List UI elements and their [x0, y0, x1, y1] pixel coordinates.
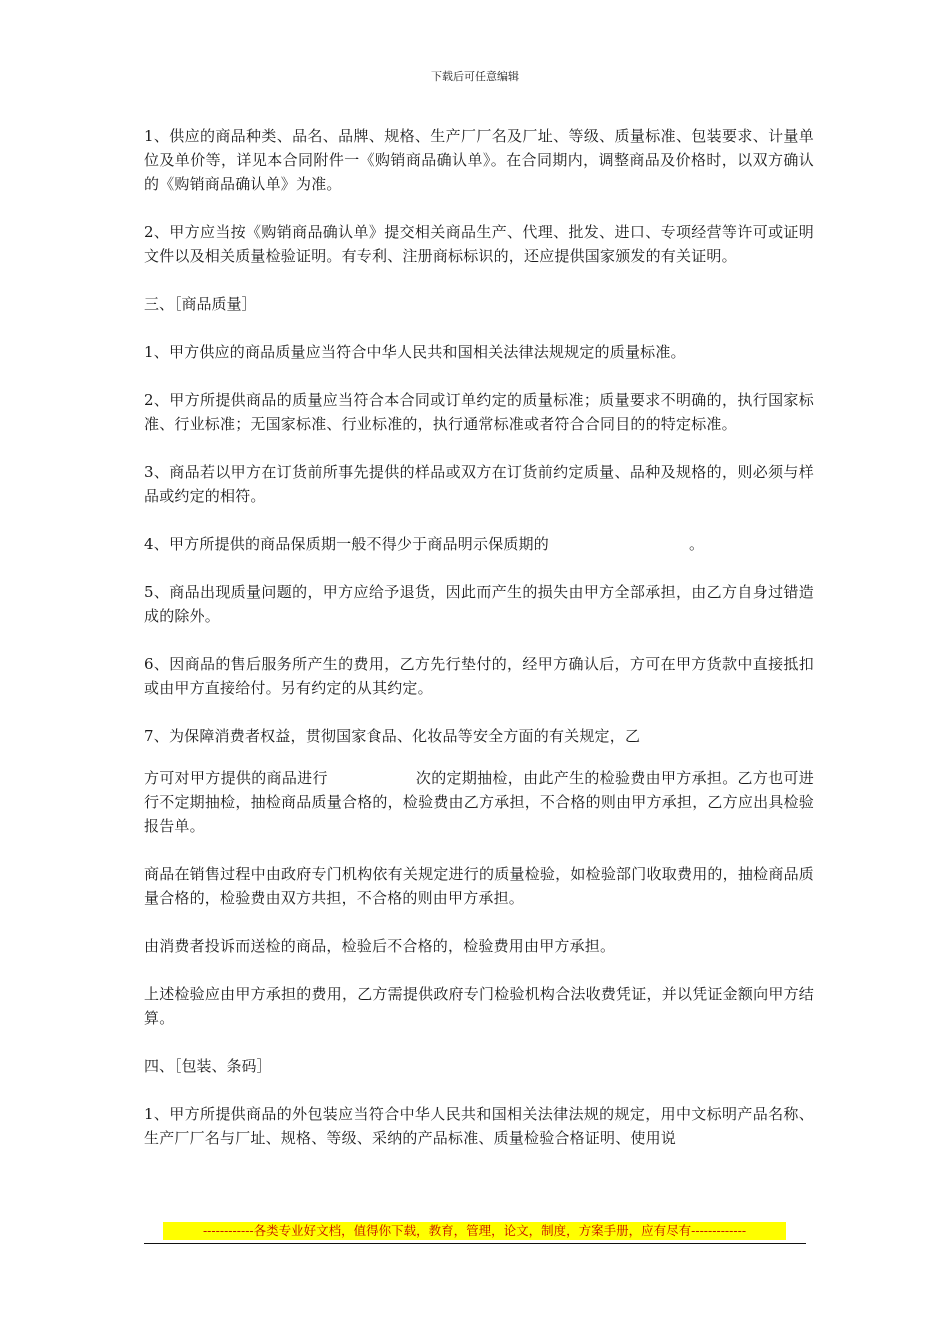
document-body [144, 124, 814, 1174]
inspection-government: 商品在销售过程中由政府专门机构依有关规定进行的质量检验，如检验部门收取费用的，抽检商品质量合格的，检验费由双方共担，不合格的则由甲方承担。 [144, 865, 814, 907]
quality-item-3: 3、商品若以甲方在订货前所事先提供的样品或双方在订货前约定质量、品种及规格的，则必须与样品或约定的相符。 [144, 463, 814, 505]
quality-item-7-line-1: 7、为保障消费者权益，贯彻国家食品、化妆品等安全方面的有关规定，乙 [144, 727, 641, 745]
fill-in-blank [328, 782, 416, 783]
quality-item-7-text: 方可对甲方提供的商品进行 [144, 769, 328, 787]
quality-item-6: 6、因商品的售后服务所产生的费用，乙方先行垫付的，经甲方确认后，方可在甲方货款中直接抵扣或由甲方直接给付。另有约定的从其约定。 [144, 655, 814, 697]
quality-item-1: 1、甲方供应的商品质量应当符合中华人民共和国相关法律法规规定的质量标准。 [144, 343, 686, 361]
quality-item-4-end: 。 [688, 535, 705, 553]
quality-item-4 [144, 532, 814, 556]
packaging-item-1: 1、甲方所提供商品的外包装应当符合中华人民共和国相关法律法规的规定，用中文标明产品名称、生产厂厂名与厂址、规格、等级、采纳的产品标准、质量检验合格证明、使用说 [144, 1105, 814, 1147]
inspection-settlement: 上述检验应由甲方承担的费用，乙方需提供政府专门检验机构合法收费凭证，并以凭证金额向甲方结算。 [144, 985, 814, 1027]
quality-item-7-rest: 次的定期抽检，由此产生的检验费由甲方承担。乙方也可进行不定期抽检，抽检商品质量合格的，检验费由乙方承担，不合格的则由甲方承担，乙方应出具检验报告单。 [144, 769, 815, 835]
footer-divider [144, 1243, 806, 1244]
quality-item-5: 5、商品出现质量问题的，甲方应给予退货，因此而产生的损失由甲方全部承担，由乙方自身过错造成的除外。 [144, 583, 814, 625]
clause-2-item-1: 1、供应的商品种类、品名、品牌、规格、生产厂厂名及厂址、等级、质量标准、包装要求、计量单位及单价等，详见本合同附件一《购销商品确认单》。在合同期内，调整商品及价格时，以双方确认的《购销商品确认单》为准。 [144, 127, 814, 193]
section-heading-quality: 三、［商品质量］ [144, 295, 257, 313]
section-heading-packaging: 四、［包装、条码］ [144, 1057, 272, 1075]
clause-2-item-2: 2、甲方应当按《购销商品确认单》提交相关商品生产、代理、批发、进口、专项经营等许可或证明文件以及相关质量检验证明。有专利、注册商标标识的，还应提供国家颁发的有关证明。 [144, 223, 814, 265]
footer-banner: ------------各类专业好文档，值得你下载，教育，管理，论文，制度，方案手册，应有尽有------------- [163, 1222, 786, 1240]
page-header-note: 下载后可任意编辑 [431, 70, 519, 83]
quality-item-2: 2、甲方所提供商品的质量应当符合本合同或订单约定的质量标准；质量要求不明确的，执行国家标准、行业标准；无国家标准、行业标准的，执行通常标准或者符合合同目的的特定标准。 [144, 391, 814, 433]
quality-item-4-text: 4、甲方所提供的商品保质期一般不得少于商品明示保质期的 [144, 535, 549, 553]
inspection-complaint: 由消费者投诉而送检的商品，检验后不合格的，检验费用由甲方承担。 [144, 937, 616, 955]
fill-in-blank [549, 548, 689, 549]
quality-item-7-continued [144, 766, 814, 838]
